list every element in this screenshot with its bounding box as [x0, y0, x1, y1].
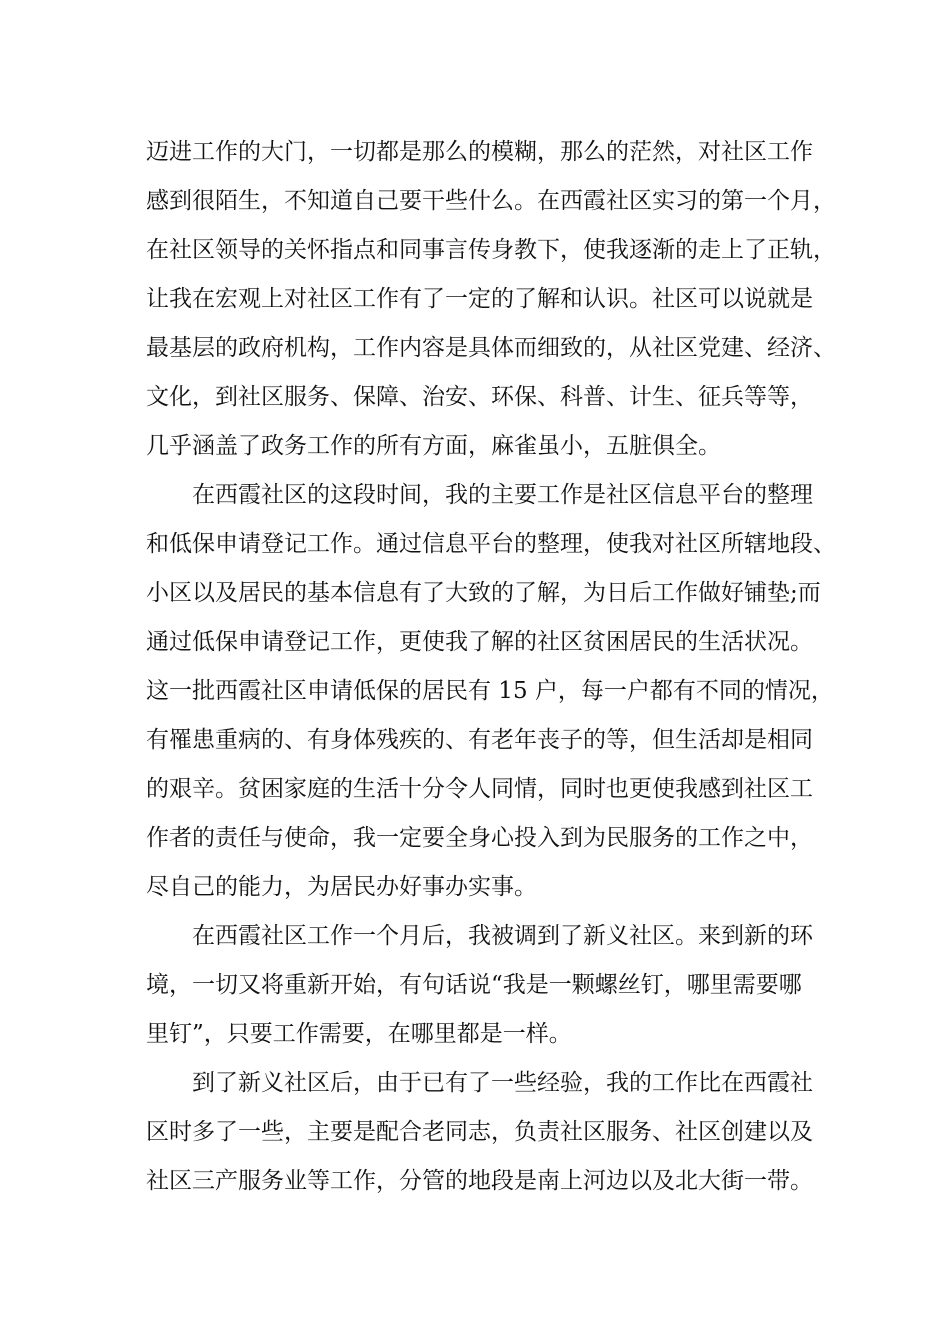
- text-line: 在社区领导的关怀指点和同事言传身教下，使我逐渐的走上了正轨，: [146, 237, 836, 263]
- text-line: 境，一切又将重新开始，有句话说“我是一颗螺丝钉，哪里需要哪: [146, 972, 802, 998]
- text-line: 社区三产服务业等工作，分管的地段是南上河边以及北大街一带。: [146, 1168, 813, 1194]
- text-line: 让我在宏观上对社区工作有了一定的了解和认识。社区可以说就是: [146, 286, 813, 312]
- text-line: 小区以及居民的基本信息有了大致的了解，为日后工作做好铺垫;而: [146, 580, 821, 606]
- paragraph: [146, 912, 846, 1059]
- text-line: 里钉”，只要工作需要，在哪里都是一样。: [146, 1021, 572, 1047]
- text-line: 迈进工作的大门，一切都是那么的模糊，那么的茫然，对社区工作: [146, 139, 813, 165]
- text-line: 尽自己的能力，为居民办好事办实事。: [146, 874, 537, 900]
- paragraph: [146, 1059, 846, 1206]
- text-line: 到了新义社区后，由于已有了一些经验，我的工作比在西霞社: [192, 1070, 813, 1096]
- text-line: 区时多了一些，主要是配合老同志，负责社区服务、社区创建以及: [146, 1119, 813, 1145]
- text-line: 通过低保申请登记工作，更使我了解的社区贫困居民的生活状况。: [146, 629, 813, 655]
- paragraph: [146, 471, 846, 912]
- text-line: 感到很陌生，不知道自己要干些什么。在西霞社区实习的第一个月，: [146, 188, 836, 214]
- text-line: 的艰辛。贫困家庭的生活十分令人同情，同时也更使我感到社区工: [146, 776, 813, 802]
- paragraph: [146, 128, 846, 471]
- text-line: 有罹患重病的、有身体残疾的、有老年丧子的等，但生活却是相同: [146, 727, 813, 753]
- text-line: 在西霞社区的这段时间，我的主要工作是社区信息平台的整理: [192, 482, 813, 508]
- body-text: [146, 128, 846, 1206]
- text-line: 作者的责任与使命，我一定要全身心投入到为民服务的工作之中，: [146, 825, 813, 851]
- text-line: 文化，到社区服务、保障、治安、环保、科普、计生、征兵等等，: [146, 384, 813, 410]
- text-line: 在西霞社区工作一个月后，我被调到了新义社区。来到新的环: [192, 923, 813, 949]
- text-line: 最基层的政府机构，工作内容是具体而细致的，从社区党建、经济、: [146, 335, 836, 361]
- text-line: 这一批西霞社区申请低保的居民有 15 户，每一户都有不同的情况，: [146, 678, 834, 704]
- text-line: 和低保申请登记工作。通过信息平台的整理，使我对社区所辖地段、: [146, 531, 836, 557]
- text-line: 几乎涵盖了政务工作的所有方面，麻雀虽小，五脏俱全。: [146, 433, 721, 459]
